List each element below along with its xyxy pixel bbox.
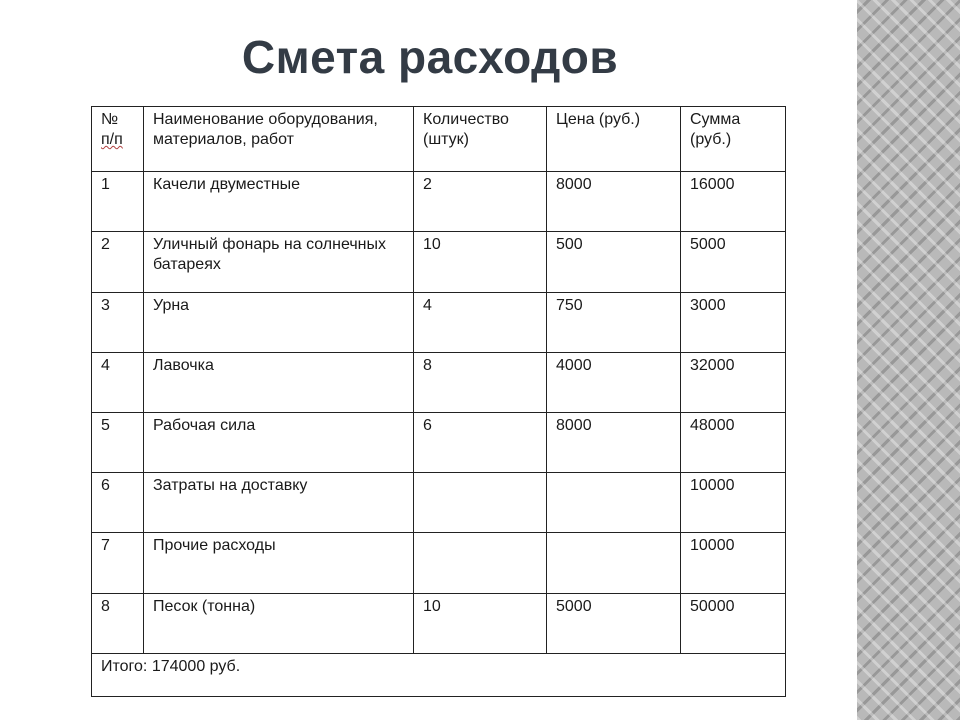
header-price: Цена (руб.)	[547, 107, 681, 172]
header-num-abbrev: п/п	[101, 131, 123, 148]
cell-name: Рабочая сила	[144, 413, 414, 473]
table-row	[92, 473, 786, 533]
table-row	[92, 533, 786, 594]
cell-num: 3	[92, 293, 144, 353]
decorative-side-pattern	[857, 0, 960, 720]
cell-num: 6	[92, 473, 144, 533]
cell-price: 5000	[547, 594, 681, 654]
cell-sum: 10000	[681, 473, 786, 533]
cell-quantity	[414, 533, 547, 594]
cell-sum: 10000	[681, 533, 786, 594]
cell-sum: 48000	[681, 413, 786, 473]
header-name: Наименование оборудования, материалов, работ	[144, 107, 414, 172]
cell-name: Уличный фонарь на солнечных батареях	[144, 232, 414, 293]
cell-price: 8000	[547, 413, 681, 473]
table-row	[92, 172, 786, 232]
cell-name: Прочие расходы	[144, 533, 414, 594]
cell-name: Песок (тонна)	[144, 594, 414, 654]
cell-name: Затраты на доставку	[144, 473, 414, 533]
table-total-row	[92, 654, 786, 697]
header-sum: Сумма (руб.)	[681, 107, 786, 172]
cell-quantity: 10	[414, 594, 547, 654]
table-row	[92, 293, 786, 353]
cell-quantity: 10	[414, 232, 547, 293]
estimate-table	[91, 106, 786, 697]
cell-num: 4	[92, 353, 144, 413]
table-row	[92, 353, 786, 413]
cell-name: Лавочка	[144, 353, 414, 413]
table-row	[92, 594, 786, 654]
cell-price: 750	[547, 293, 681, 353]
table-row	[92, 232, 786, 293]
cell-sum: 32000	[681, 353, 786, 413]
cell-num: 8	[92, 594, 144, 654]
cell-num: 5	[92, 413, 144, 473]
cell-sum: 5000	[681, 232, 786, 293]
cell-num: 7	[92, 533, 144, 594]
cell-quantity: 2	[414, 172, 547, 232]
cell-quantity: 8	[414, 353, 547, 413]
header-num	[92, 107, 144, 172]
header-num-symbol: №	[101, 111, 119, 128]
cell-quantity: 6	[414, 413, 547, 473]
cell-price: 8000	[547, 172, 681, 232]
cell-name: Урна	[144, 293, 414, 353]
cell-quantity	[414, 473, 547, 533]
estimate-table-container	[91, 106, 785, 697]
cell-price: 4000	[547, 353, 681, 413]
cell-price: 500	[547, 232, 681, 293]
cell-sum: 3000	[681, 293, 786, 353]
cell-sum: 16000	[681, 172, 786, 232]
cell-num: 2	[92, 232, 144, 293]
cell-name: Качели двуместные	[144, 172, 414, 232]
cell-num: 1	[92, 172, 144, 232]
total-cell: Итого: 174000 руб.	[92, 654, 786, 697]
cell-price	[547, 473, 681, 533]
table-header-row	[92, 107, 786, 172]
cell-quantity: 4	[414, 293, 547, 353]
header-quantity: Количество (штук)	[414, 107, 547, 172]
slide-title: Смета расходов	[241, 31, 619, 83]
table-row	[92, 413, 786, 473]
cell-sum: 50000	[681, 594, 786, 654]
cell-price	[547, 533, 681, 594]
